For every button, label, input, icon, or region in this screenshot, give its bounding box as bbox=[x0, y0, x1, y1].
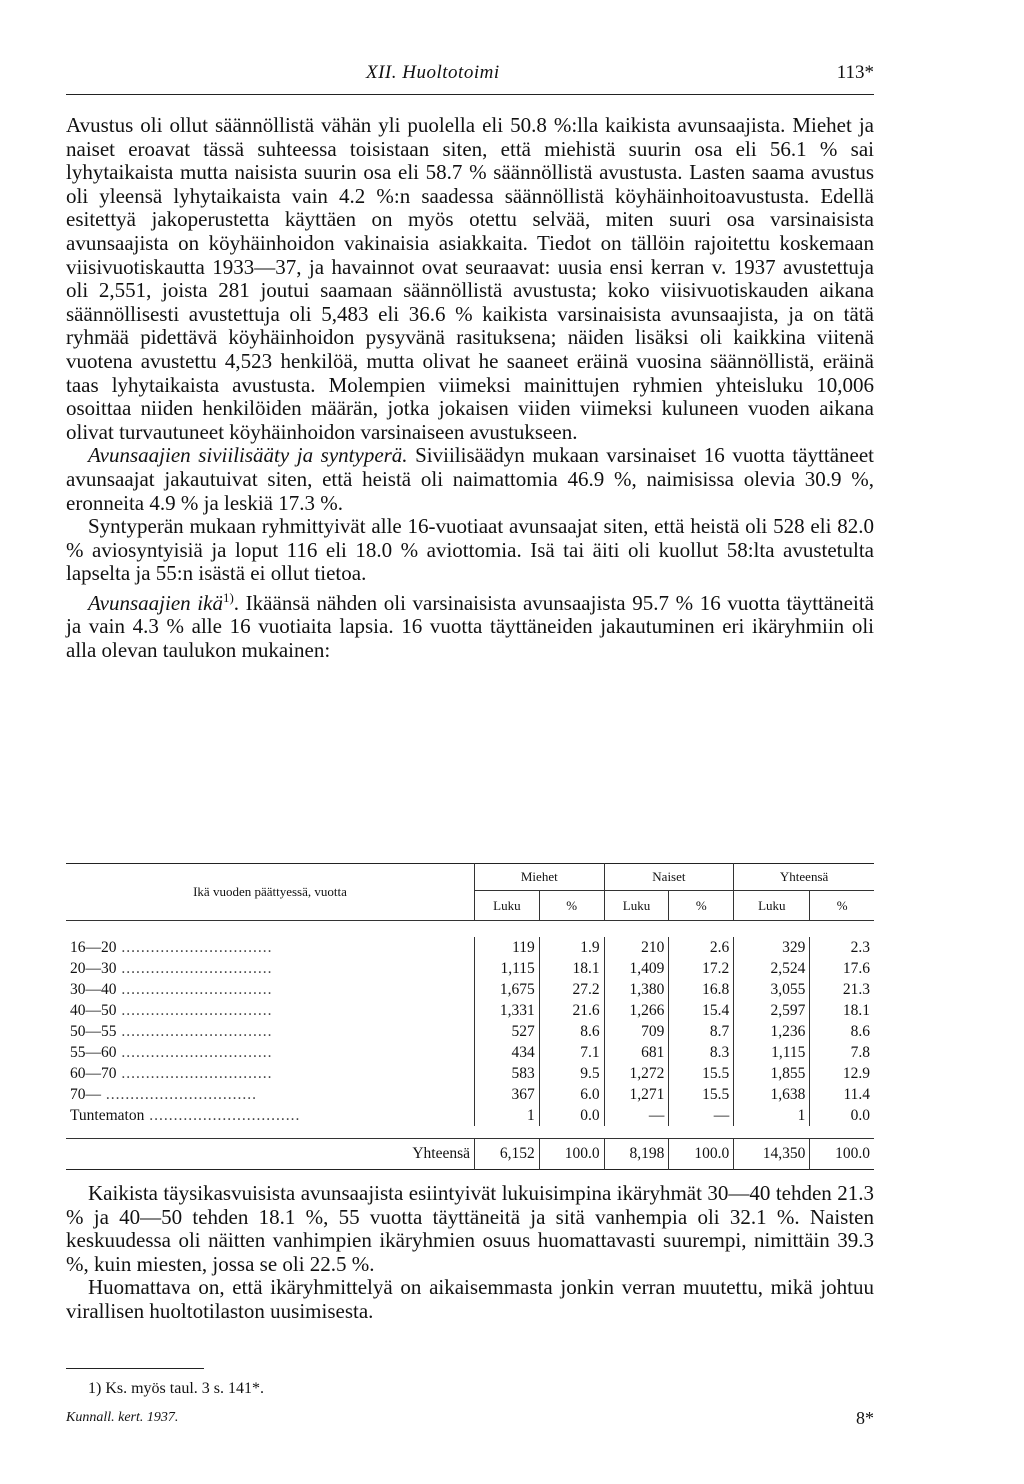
count-cell: 1,236 bbox=[734, 1021, 810, 1042]
percent-cell: 0.0 bbox=[810, 1105, 874, 1126]
signature-mark: 8* bbox=[856, 1408, 874, 1428]
age-group: 20—30 bbox=[70, 959, 117, 977]
percent-cell: 8.6 bbox=[539, 1021, 604, 1042]
paragraph-note: Huomattava on, että ikäryhmittelyä on aikaisemmasta jonkin verran muutettu, mikä johtuu virallisen huoltotilaston uusimisesta. bbox=[66, 1275, 874, 1323]
percent-cell: 21.3 bbox=[810, 979, 874, 1000]
percent-cell: 21.6 bbox=[539, 1000, 604, 1021]
count-cell: 367 bbox=[475, 1084, 540, 1105]
age-group-label bbox=[66, 1000, 475, 1021]
count-cell: 210 bbox=[604, 937, 669, 958]
chapter-title: XII. Huoltotoimi bbox=[366, 62, 500, 83]
leader-dots: ............................... bbox=[144, 1106, 301, 1124]
count-cell: 8,198 bbox=[604, 1139, 669, 1170]
group-header-women: Naiset bbox=[604, 864, 734, 891]
percent-cell: 11.4 bbox=[810, 1084, 874, 1105]
age-table bbox=[66, 863, 874, 1170]
table-row bbox=[66, 1021, 874, 1042]
section-heading-age: Avunsaajien ikä bbox=[88, 590, 223, 615]
percent-cell: 17.2 bbox=[669, 958, 734, 979]
body-text bbox=[66, 114, 874, 663]
leader-dots: ............................... bbox=[116, 1022, 273, 1040]
percent-cell: 100.0 bbox=[810, 1139, 874, 1170]
age-text: . Ikäänsä nähden oli varsinaisista avunsaajista 95.7 % 16 vuotta täyttäneitä ja vain 4.3 % alle 16 vuotiaita lapsia. 16 vuotta täyttäneiden jakautuminen eri ikäryhmiin oli alla olevan taulukon mukainen: bbox=[66, 590, 874, 663]
leader-dots: ............................... bbox=[116, 1064, 273, 1082]
age-group-label bbox=[66, 1084, 475, 1105]
count-cell: 1,638 bbox=[734, 1084, 810, 1105]
leader-dots: ............................... bbox=[116, 1043, 273, 1061]
percent-cell: 8.6 bbox=[810, 1021, 874, 1042]
age-group: Tuntematon bbox=[70, 1106, 145, 1124]
leader-dots: ............................... bbox=[116, 959, 273, 977]
count-cell: 709 bbox=[604, 1021, 669, 1042]
count-cell: 119 bbox=[475, 937, 540, 958]
subheader-count: Luku bbox=[604, 891, 669, 921]
age-group: 60—70 bbox=[70, 1064, 117, 1082]
age-group-label bbox=[66, 937, 475, 958]
section-heading-civil: Avunsaajien siviilisääty ja syntyperä. bbox=[88, 443, 408, 468]
count-cell: 1,675 bbox=[475, 979, 540, 1000]
count-cell: 329 bbox=[734, 937, 810, 958]
count-cell: 1,331 bbox=[475, 1000, 540, 1021]
age-group: 30—40 bbox=[70, 980, 117, 998]
percent-cell: 8.3 bbox=[669, 1042, 734, 1063]
table-total-row bbox=[66, 1139, 874, 1170]
running-header bbox=[66, 62, 874, 90]
count-cell: 1,409 bbox=[604, 958, 669, 979]
body-text-after bbox=[66, 1182, 874, 1324]
percent-cell: 15.4 bbox=[669, 1000, 734, 1021]
civil-text: Siviilisäädyn mukaan varsinaiset 16 vuotta täyttäneet avunsaajat jakautuivat siten, että heistä oli naimattomia 46.9 %, naimisissa olevia 30.9 %, eronneita 4.9 % ja leskiä 17.3 %. bbox=[66, 443, 874, 515]
row-header: Ikä vuoden päättyessä, vuotta bbox=[193, 884, 347, 899]
age-group-label bbox=[66, 1063, 475, 1084]
subheader-percent: % bbox=[810, 891, 874, 921]
count-cell: 1,271 bbox=[604, 1084, 669, 1105]
leader-dots: ............................... bbox=[116, 1001, 273, 1019]
subheader-count: Luku bbox=[475, 891, 540, 921]
count-cell: 6,152 bbox=[475, 1139, 540, 1170]
age-group-label bbox=[66, 1105, 475, 1126]
count-cell: — bbox=[604, 1105, 669, 1126]
percent-cell: 18.1 bbox=[810, 1000, 874, 1021]
count-cell: 434 bbox=[475, 1042, 540, 1063]
group-header-total: Yhteensä bbox=[734, 864, 874, 891]
page-number: 113* bbox=[836, 62, 874, 83]
count-cell: 3,055 bbox=[734, 979, 810, 1000]
table-body bbox=[66, 921, 874, 1170]
count-cell: 1,115 bbox=[475, 958, 540, 979]
percent-cell: 2.3 bbox=[810, 937, 874, 958]
paragraph-age-summary: Kaikista täysikasvuisista avunsaajista esiintyivät lukuisimpina ikäryhmät 30—40 tehden 21.3 % ja 40—50 tehden 18.1 %, 55 vuotta täyttäneitä ja sitä vanhempia oli 32.1 %. Naisten keskuudessa oli näitten vanhimpien ikäryhmien osuus huomattavasti suurempi, nimittäin 39.3 %, kuin miesten, jossa se oli 22.5 %. bbox=[66, 1181, 874, 1276]
percent-cell: 17.6 bbox=[810, 958, 874, 979]
age-group: 70— bbox=[70, 1085, 101, 1103]
age-group: 16—20 bbox=[70, 938, 117, 956]
count-cell: 583 bbox=[475, 1063, 540, 1084]
percent-cell: 16.8 bbox=[669, 979, 734, 1000]
percent-cell: 15.5 bbox=[669, 1084, 734, 1105]
publication-name: Kunnall. kert. 1937. bbox=[66, 1410, 179, 1425]
subheader-percent: % bbox=[539, 891, 604, 921]
age-group-label bbox=[66, 958, 475, 979]
table-row bbox=[66, 1063, 874, 1084]
count-cell: 14,350 bbox=[734, 1139, 810, 1170]
count-cell: 2,597 bbox=[734, 1000, 810, 1021]
percent-cell: 100.0 bbox=[539, 1139, 604, 1170]
percent-cell: 6.0 bbox=[539, 1084, 604, 1105]
percent-cell: 0.0 bbox=[539, 1105, 604, 1126]
percent-cell: 7.1 bbox=[539, 1042, 604, 1063]
percent-cell: 100.0 bbox=[669, 1139, 734, 1170]
table-row bbox=[66, 1000, 874, 1021]
table-row bbox=[66, 1105, 874, 1126]
age-group: 50—55 bbox=[70, 1022, 117, 1040]
header-rule bbox=[66, 94, 874, 95]
percent-cell: 9.5 bbox=[539, 1063, 604, 1084]
paragraph-assistance: Avustus oli ollut säännöllistä vähän yli puolella eli 50.8 %:lla kaikista avunsaajista. Miehet ja naiset eroavat tässä suhteessa toisistaan siten, että miehistä suurin osa eli 56.1 % sai lyhytaikaista mutta naisista suurin osa eli 58.7 % säännöllistä avustusta. Lasten saama avustus oli yleensä lyhytaikaista vain 4.2 %:n saadessa säännöllistä köyhäinhoitoavustusta. Edellä esitettyä jakoperustetta käyttäen on myös otettu selvää, miten suuri osa varsinaisista avunsaajista on köyhäinhoidon vakinaisia asiakkaita. Tiedot on tällöin rajoitettu koskemaan viisivuotiskautta 1933—37, ja havainnot ovat seuraavat: uusia ensi kerran v. 1937 avustettuja oli 2,551, joista 281 joutui saamaan säännöllistä avustusta; koko viisivuotiskauden aikana säännöllisesti avustettuja oli 5,483 eli 36.6 % kaikista varsinaisista avunsaajista, ja on tätä ryhmää pidettävä köyhäinhoidon pysyvänä rasituksena; näiden lisäksi oli kaikkina viitenä vuotena avustettu 4,523 henkilöä, mutta olivat he saaneet eräinä vuosina säännöllistä, eräinä taas lyhytaikaista avustusta. Molempien viimeksi mainittujen ryhmien yhteisluku 10,006 osoittaa niiden henkilöiden määrän, jotka jokaisen viiden viimeksi kuluneen vuoden aikana olivat turvautuneet köyhäinhoidon varsinaiseen avustukseen. bbox=[66, 113, 874, 444]
age-group: 55—60 bbox=[70, 1043, 117, 1061]
age-group-label bbox=[66, 979, 475, 1000]
subheader-percent: % bbox=[669, 891, 734, 921]
footnote-ref: 1) bbox=[222, 589, 234, 605]
table-row bbox=[66, 958, 874, 979]
count-cell: 1,272 bbox=[604, 1063, 669, 1084]
percent-cell: — bbox=[669, 1105, 734, 1126]
table-row bbox=[66, 1042, 874, 1063]
table-row bbox=[66, 979, 874, 1000]
count-cell: 1 bbox=[734, 1105, 810, 1126]
percent-cell: 15.5 bbox=[669, 1063, 734, 1084]
percent-cell: 2.6 bbox=[669, 937, 734, 958]
group-header-men: Miehet bbox=[475, 864, 605, 891]
age-group-label bbox=[66, 1021, 475, 1042]
percent-cell: 1.9 bbox=[539, 937, 604, 958]
count-cell: 527 bbox=[475, 1021, 540, 1042]
age-group-label bbox=[66, 1042, 475, 1063]
leader-dots: ............................... bbox=[116, 938, 273, 956]
percent-cell: 8.7 bbox=[669, 1021, 734, 1042]
footnote: 1) Ks. myös taul. 3 s. 141*. bbox=[88, 1380, 264, 1397]
percent-cell: 7.8 bbox=[810, 1042, 874, 1063]
leader-dots: ............................... bbox=[101, 1085, 257, 1103]
subheader-count: Luku bbox=[734, 891, 810, 921]
count-cell: 1 bbox=[475, 1105, 540, 1126]
table-row bbox=[66, 937, 874, 958]
count-cell: 1,266 bbox=[604, 1000, 669, 1021]
age-group: 40—50 bbox=[70, 1001, 117, 1019]
percent-cell: 27.2 bbox=[539, 979, 604, 1000]
percent-cell: 18.1 bbox=[539, 958, 604, 979]
footnote-rule bbox=[66, 1368, 204, 1369]
total-label: Yhteensä bbox=[412, 1145, 470, 1162]
paragraph-civil-status bbox=[66, 444, 874, 515]
paragraph-birth-origin: Syntyperän mukaan ryhmittyivät alle 16-vuotiaat avunsaajat siten, että heistä oli 528 eli 82.0 % aviosyntyisiä ja loput 116 eli 18.0 % aviottomia. Isä tai äiti oli kuollut 58:lta avustetulta lapselta ja 55:n isästä ei ollut tietoa. bbox=[66, 514, 874, 586]
paragraph-age bbox=[66, 586, 874, 663]
percent-cell: 12.9 bbox=[810, 1063, 874, 1084]
table-row bbox=[66, 1084, 874, 1105]
count-cell: 1,855 bbox=[734, 1063, 810, 1084]
count-cell: 1,380 bbox=[604, 979, 669, 1000]
count-cell: 681 bbox=[604, 1042, 669, 1063]
leader-dots: ............................... bbox=[116, 980, 273, 998]
count-cell: 1,115 bbox=[734, 1042, 810, 1063]
count-cell: 2,524 bbox=[734, 958, 810, 979]
